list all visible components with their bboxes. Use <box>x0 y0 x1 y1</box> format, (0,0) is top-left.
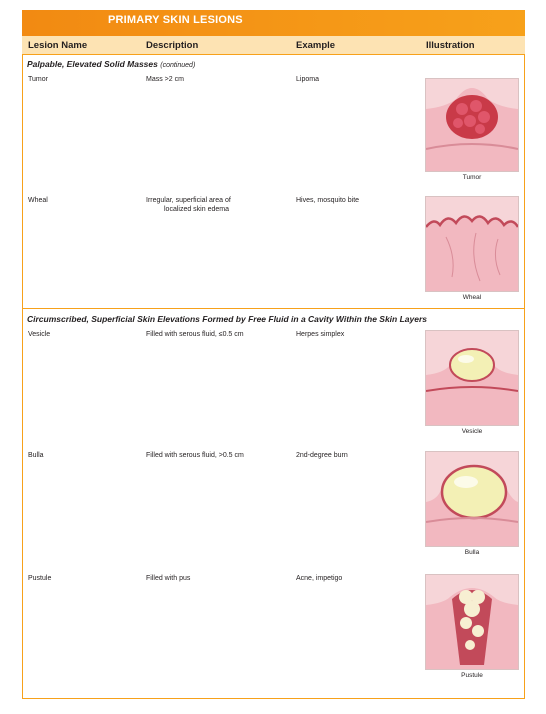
description-wheal-line2: localized skin edema <box>164 206 229 213</box>
caption-bulla: Bulla <box>464 549 480 556</box>
example-bulla: 2nd-degree burn <box>296 452 348 459</box>
section-heading: Circumscribed, Superficial Skin Elevations Formed by Free Fluid in a Cavity Within the Skin Layers <box>27 314 428 324</box>
column-header-lesion-name: Lesion Name <box>28 40 88 51</box>
example-vesicle: Herpes simplex <box>296 331 345 338</box>
lesion-name-vesicle: Vesicle <box>28 331 51 338</box>
tumor-illustration <box>425 78 519 172</box>
description-bulla: Filled with serous fluid, >0.5 cm <box>146 452 244 459</box>
description-pustule: Filled with pus <box>146 575 191 582</box>
column-header-description: Description <box>146 40 199 51</box>
lesion-name-bulla: Bulla <box>28 452 44 459</box>
title-banner <box>22 10 525 36</box>
example-tumor: Lipoma <box>296 76 319 83</box>
example-pustule: Acne, impetigo <box>296 575 343 582</box>
column-header-illustration: Illustration <box>426 40 475 51</box>
bulla-illustration <box>425 451 519 547</box>
caption-vesicle: Vesicle <box>461 428 483 435</box>
column-header-example: Example <box>296 40 336 51</box>
caption-pustule: Pustule <box>461 672 483 679</box>
pustule-illustration <box>425 574 519 670</box>
caption-wheal: Wheal <box>462 294 482 301</box>
lesion-name-tumor: Tumor <box>28 76 48 83</box>
description-tumor: Mass >2 cm <box>146 76 184 83</box>
description-wheal <box>146 196 231 214</box>
description-vesicle: Filled with serous fluid, ≤0.5 cm <box>146 331 244 338</box>
section-divider <box>22 308 525 309</box>
section-heading: Palpable, Elevated Solid Masses (continued) <box>27 59 196 69</box>
lesion-name-wheal: Wheal <box>28 197 48 204</box>
caption-tumor: Tumor <box>462 174 482 181</box>
lesion-name-pustule: Pustule <box>28 575 52 582</box>
description-wheal-line1: Irregular, superficial area of <box>146 197 231 204</box>
page-title: PRIMARY SKIN LESIONS <box>108 14 243 26</box>
wheal-illustration <box>425 196 519 292</box>
vesicle-illustration <box>425 330 519 426</box>
example-wheal: Hives, mosquito bite <box>296 197 360 204</box>
